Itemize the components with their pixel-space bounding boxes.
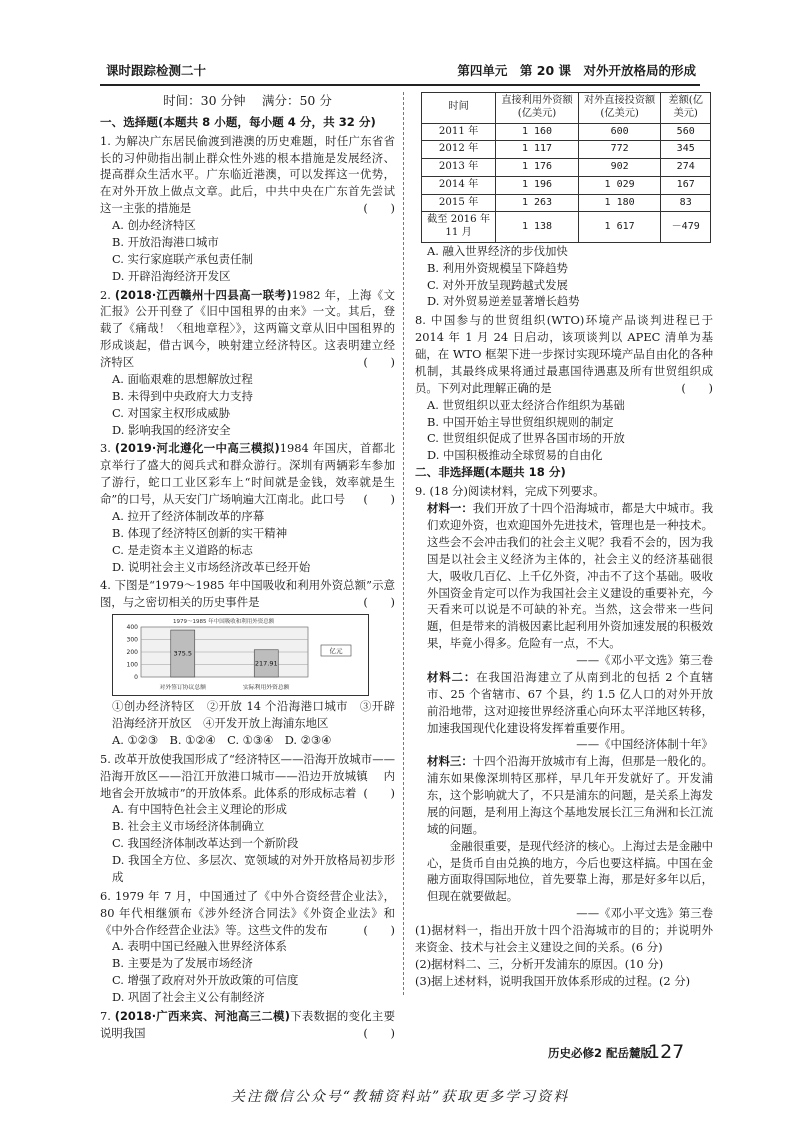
option: B. 体现了经济特区创新的实干精神 <box>112 525 288 540</box>
material-3-title: 材料三： <box>427 754 473 769</box>
bar-value-label: 375.5 <box>173 649 193 658</box>
table-cell: 1 263 <box>496 194 579 212</box>
option: B. 利用外资规模呈下降趋势 <box>427 260 568 275</box>
question-8 <box>415 312 713 464</box>
chart-title: 1979～1985 年中国吸收和利用外资总额 <box>173 619 275 626</box>
option: B. 主要是为了发展市场经济 <box>112 956 253 971</box>
option: D. 巩固了社会主义公有制经济 <box>112 990 265 1005</box>
q9-ask-1: (1)据材料一，指出开放十四个沿海城市的目的；并说明外来资金、技术与社会主义建设之间的关系。(6 分) <box>415 923 713 954</box>
option: D. 对外贸易逆差显著增长趋势 <box>427 294 580 309</box>
table-cell: 772 <box>578 141 661 159</box>
y-tick-label: 200 <box>126 649 138 657</box>
option: D. 影响我国的经济安全 <box>112 422 231 437</box>
table-cell: 345 <box>661 141 711 159</box>
bar-value-label: 217.91 <box>254 659 278 668</box>
answer-paren: ( ) <box>363 492 395 507</box>
q7-source: (2018·广西来宾、河池高三二模) <box>114 1008 290 1023</box>
q7-data-table <box>421 92 711 243</box>
table-cell: 2014 年 <box>422 176 496 194</box>
table-cell: －479 <box>661 212 711 243</box>
footer-badge: 历史必修2 配岳麓版 <box>548 1046 653 1060</box>
question-6 <box>100 888 395 1006</box>
q2-source: (2018·江西赣州十四县高一联考) <box>114 287 292 302</box>
option: D. 我国全方位、多层次、宽领域的对外开放格局初步形成 <box>112 853 395 884</box>
option: B. 开放沿海港口城市 <box>112 234 219 249</box>
footer-note: 关注微信公众号“教辅资料站”获取更多学习资料 <box>230 1089 570 1105</box>
y-tick-label: 0 <box>134 674 138 682</box>
option: A. 拉开了经济体制改革的序幕 <box>112 508 265 523</box>
unit-label: 亿元 <box>329 647 343 656</box>
option: C. 世贸组织促成了世界各国市场的开放 <box>427 431 625 446</box>
option: D. 开辟沿海经济开发区 <box>112 268 231 283</box>
q2-stem: 1982 年，上海《文汇报》公开刊登了《旧中国租界的由来》一文。其后，登载了《痛哉！〈租地章程〉》，这两篇文章从旧中国租界的形成谈起，借古讽今，映射建立经济特区。这表明建立经济特区 <box>100 287 395 370</box>
answer-paren: ( ) <box>681 380 713 395</box>
table-cell: 274 <box>661 159 711 177</box>
option: D. 说明社会主义市场经济改革已经开始 <box>112 559 311 574</box>
header-rule <box>100 84 700 86</box>
table-cell: 1 160 <box>496 123 579 141</box>
table-cell: 1 138 <box>496 212 579 243</box>
table-row <box>422 176 711 194</box>
question-1 <box>100 133 395 285</box>
y-tick-label: 400 <box>126 624 138 632</box>
option: A. 有中国特色社会主义理论的形成 <box>112 802 287 817</box>
section-title-1: 一、选择题(本题共 8 小题，每小题 4 分，共 32 分) <box>100 114 376 129</box>
material-2 <box>415 669 713 737</box>
option: C. 实行家庭联产承包责任制 <box>112 251 253 266</box>
material-1-text: 我们开放了十四个沿海城市，都是大中城市。我们欢迎外资，也欢迎国外先进技术，管理也是一种技术。这些会不会冲击我们的社会主义呢？我看不会的，因为我国是以社会主义经济为主体的，社会主义的经济基础很大，吸收几百亿、上千亿外资，冲击不了这个基础。吸收外国资金肯定可以作为我国社会主义建设的重要补充，今天看来可以说是不可缺的补充。当然，这会带来一些问题，但是带来的消极因素比起利用外资加速发展的积极效果，毕竟小得多。危险有一点，不大。 <box>427 501 713 651</box>
header-left: 课时跟踪检测二十 <box>106 63 207 78</box>
page-number: 127 <box>648 1041 685 1063</box>
q4-stem: 4. 下图是“1979～1985 年中国吸收和利用外资总额”示意图，与之密切相关的历史事件是 <box>100 578 395 610</box>
question-4 <box>100 577 395 748</box>
q4-options: A. ①②③ B. ①②④ C. ①③④ D. ②③④ <box>112 732 332 747</box>
q4-items: ①创办经济特区 ②开放 14 个沿海港口城市 ③开辟沿海经济开放区 ④开发开放上海浦东地区 <box>112 699 395 731</box>
table-cell: 1 029 <box>578 176 661 194</box>
option: A. 表明中国已经融入世界经济体系 <box>112 939 287 954</box>
foreign-capital-chart <box>112 614 369 696</box>
answer-paren: ( ) <box>363 922 395 937</box>
q9-ask-2: (2)据材料二、三，分析开发浦东的原因。(10 分) <box>415 956 664 971</box>
q1-stem: 1. 为解决广东居民偷渡到港澳的历史难题，时任广东省省长的习仲勋指出制止群众性外逃的根本措施是发展经济、提高群众生活水平。广东临近港澳，可以发挥这一优势，在对外开放上做点文章。此后，中共中央在广东首先尝试这一主张的措施是 <box>100 133 395 216</box>
question-5 <box>100 751 395 886</box>
question-9 <box>415 483 713 989</box>
table-cell: 560 <box>661 123 711 141</box>
question-3: 3. (2019·河北遵化一中高三模拟)1984 年国庆，首都北京举行了盛大的阅兵式和群众游行。深圳有两辆彩车参加了游行，蛇口工业区彩车上“时间就是金钱，效率就是生命”的口号，从天安门广场响遍大江南北。此口号 ( ) A. 拉开了经济体制改革的序幕 B. 体现了经济特区创新的实干精神 C. 是走资本主义道路的标志 D. 说明社会主义市场经济改革已经开始 <box>100 441 395 574</box>
q5-stem: 5. 改革开放使我国形成了“经济特区——沿海开放城市——沿海开放区——沿江开放港口城市——沿边开放城镇 内地省会开放城市”的开放体系。此体系的形成标志着 <box>100 751 395 800</box>
material-3 <box>415 753 713 837</box>
q8-stem: 8. 中国参与的世贸组织(WTO)环境产品谈判进程已于 2014 年 1 月 24 日启动，该项谈判以 APEC 清单为基础，在 WTO 框架下进一步探讨实现环境产品自由化的各种机制，其最终成果将通过最惠国待遇惠及所有世贸组织成员。下列对此理解正确的是 <box>415 313 713 395</box>
option: D. 中国积极推动全球贸易的自由化 <box>427 448 603 463</box>
table-cell: 600 <box>578 123 661 141</box>
table-row <box>422 159 711 177</box>
section-title-2: 二、非选择题(本题共 18 分) <box>415 465 566 480</box>
option: A. 世贸组织以亚太经济合作组织为基础 <box>427 397 625 412</box>
table-cell: 1 196 <box>496 176 579 194</box>
option: B. 中国开始主导世贸组织规则的制定 <box>427 414 614 429</box>
option: C. 增强了政府对外开放政策的可信度 <box>112 973 299 988</box>
table-cell: 1 617 <box>578 212 661 243</box>
q9-ask-3: (3)据上述材料，说明我国开放体系形成的过程。(2 分) <box>415 973 691 988</box>
material-3-cite: ——《邓小平文选》第三卷 <box>576 906 713 921</box>
option: C. 我国经济体制改革达到一个新阶段 <box>112 836 299 851</box>
table-header: 对外直接投资额(亿美元) <box>578 93 661 124</box>
table-cell: 1 180 <box>578 194 661 212</box>
table-row <box>422 194 711 212</box>
y-tick-label: 100 <box>126 661 138 669</box>
option: C. 是走资本主义道路的标志 <box>112 542 253 557</box>
answer-paren: ( ) <box>363 355 395 370</box>
question-7: 7. (2018·广西来宾、河池高三二模)下表数据的变化主要说明我国 ( ) <box>100 1008 395 1040</box>
material-3-text: 十四个沿海开放城市有上海，但那是一般化的。浦东如果像深圳特区那样，早几年开发就好了。开发浦东，这个影响就大了，不只是浦东的问题，是关系上海发展的问题，是利用上海这个基地发展长江三角洲和长江流域的问题。 <box>427 754 713 836</box>
table-cell: 167 <box>661 176 711 194</box>
option: A. 融入世界经济的步伐加快 <box>427 243 568 258</box>
table-row <box>422 212 711 243</box>
material-1 <box>415 500 713 652</box>
y-tick-label: 300 <box>126 636 138 644</box>
option: A. 创办经济特区 <box>112 218 196 233</box>
table-header: 时间 <box>422 93 496 124</box>
answer-paren: ( ) <box>363 201 395 216</box>
table-row <box>422 141 711 159</box>
q9-stem: 9. (18 分)阅读材料，完成下列要求。 <box>415 484 605 499</box>
table-cell: 1 176 <box>496 159 579 177</box>
material-2-cite: ——《中国经济体制十年》 <box>576 737 713 752</box>
answer-paren: ( ) <box>363 595 395 610</box>
answer-paren: ( ) <box>363 1025 395 1040</box>
x-category-label: 实际利用外资总额 <box>243 685 290 692</box>
right-column <box>415 92 713 990</box>
q3-stem: 1984 年国庆，首都北京举行了盛大的阅兵式和群众游行。深圳有两辆彩车参加了游行，蛇口工业区彩车上“时间就是金钱，效率就是生命”的口号，从天安门广场响遍大江南北。此口号 <box>100 441 395 507</box>
table-header-row <box>422 93 711 124</box>
material-1-title: 材料一： <box>427 501 473 516</box>
q6-stem: 6. 1979 年 7 月，中国通过了《中外合资经营企业法》，80 年代相继颁布《涉外经济合同法》《外资企业法》和《中外合作经营企业法》等。这些文件的发布 <box>100 888 395 937</box>
table-cell: 1 117 <box>496 141 579 159</box>
material-2-title: 材料二： <box>427 669 477 684</box>
table-cell: 截至 2016 年 11 月 <box>422 212 496 243</box>
option: C. 对外开放呈现跨越式发展 <box>427 277 568 292</box>
table-cell: 83 <box>661 194 711 212</box>
answer-paren: ( ) <box>363 785 395 800</box>
table-header: 差额(亿美元) <box>661 93 711 124</box>
q3-source: (2019·河北遵化一中高三模拟) <box>114 441 280 456</box>
table-header: 直接利用外资额(亿美元) <box>496 93 579 124</box>
question-2: 2. (2018·江西赣州十四县高一联考)1982 年，上海《文汇报》公开刊登了《旧中国租界的由来》一文。其后，登载了《痛哉！〈租地章程〉》，这两篇文章从旧中国租界的形成谈起，借古讽今，映射建立经济特区。这表明建立经济特区 ( ) A. 面临艰难的思想解放过程 B. 未得到中央政府大力支持 C. 对国家主权形成威胁 D. 影响我国的经济安全 <box>100 287 395 437</box>
table-cell: 902 <box>578 159 661 177</box>
material-1-cite: ——《邓小平文选》第三卷 <box>576 653 713 668</box>
material-2-text: 在我国沿海建立了从南到北的包括 2 个直辖市、25 个省辖市、67 个县，约 1.5 亿人口的对外开放前沿地带，这对迎接世界经济重心向环太平洋地区转移，加速我国现代化建设将发挥着重要作用。 <box>427 669 713 735</box>
x-category-label: 对外签订协议总额 <box>159 685 206 692</box>
left-column <box>100 92 395 1042</box>
q7-stem: 下表数据的变化主要说明我国 <box>100 1008 395 1040</box>
header-right: 第四单元 第 20 课 对外开放格局的形成 <box>457 63 696 78</box>
table-cell: 2011 年 <box>422 123 496 141</box>
option: A. 面临艰难的思想解放过程 <box>112 371 253 386</box>
chart-svg <box>113 615 368 695</box>
time-line: 时间：30 分钟 满分：50 分 <box>163 93 332 108</box>
option: C. 对国家主权形成威胁 <box>112 405 231 420</box>
option: B. 社会主义市场经济体制确立 <box>112 819 265 834</box>
table-cell: 2013 年 <box>422 159 496 177</box>
column-divider <box>403 92 404 995</box>
material-3-para2: 金融很重要，是现代经济的核心。上海过去是金融中心，是货币自由兑换的地方，今后也要这样搞。中国在金融方面取得国际地位，首先要靠上海，那是好多年以后，但现在就要做起。 <box>427 838 713 904</box>
table-row <box>422 123 711 141</box>
table-cell: 2015 年 <box>422 194 496 212</box>
option: B. 未得到中央政府大力支持 <box>112 388 253 403</box>
table-cell: 2012 年 <box>422 141 496 159</box>
